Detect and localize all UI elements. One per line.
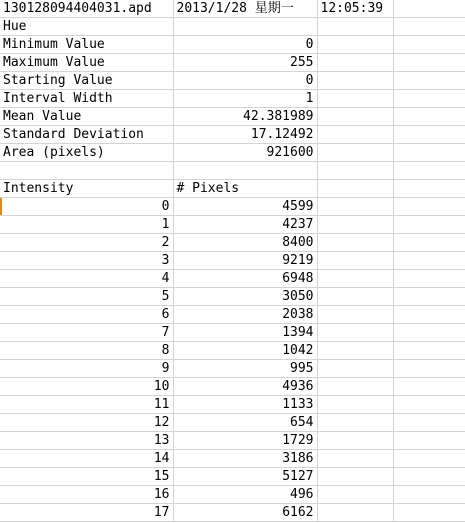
cell-empty[interactable] bbox=[317, 468, 393, 486]
cell-empty[interactable] bbox=[393, 486, 465, 504]
intensity-cell[interactable]: 10 bbox=[0, 378, 173, 396]
sheet-row bbox=[0, 162, 465, 180]
intensity-cell[interactable]: 16 bbox=[0, 486, 173, 504]
cell-empty[interactable] bbox=[317, 198, 393, 216]
pixel-count-cell[interactable]: 4936 bbox=[173, 378, 317, 396]
sheet-row bbox=[0, 90, 465, 108]
cell-empty[interactable] bbox=[393, 396, 465, 414]
cell-empty[interactable] bbox=[393, 234, 465, 252]
cell-empty[interactable] bbox=[317, 126, 393, 144]
cell-empty[interactable] bbox=[393, 432, 465, 450]
stat-value[interactable]: 1 bbox=[173, 90, 317, 108]
cell-channel[interactable]: Hue bbox=[0, 18, 173, 36]
pixel-count-cell[interactable]: 6948 bbox=[173, 270, 317, 288]
intensity-cell[interactable]: 15 bbox=[0, 468, 173, 486]
table-row bbox=[0, 486, 465, 504]
intensity-cell[interactable]: 8 bbox=[0, 342, 173, 360]
intensity-cell[interactable]: 13 bbox=[0, 432, 173, 450]
stat-value[interactable]: 921600 bbox=[173, 144, 317, 162]
cell-empty[interactable] bbox=[317, 396, 393, 414]
cell-empty[interactable] bbox=[393, 288, 465, 306]
cell-empty[interactable] bbox=[393, 342, 465, 360]
table-row bbox=[0, 450, 465, 468]
cell-empty[interactable] bbox=[317, 270, 393, 288]
cell-empty[interactable] bbox=[317, 342, 393, 360]
sheet-row bbox=[0, 108, 465, 126]
cell-empty[interactable] bbox=[317, 324, 393, 342]
stat-value[interactable]: 255 bbox=[173, 54, 317, 72]
intensity-cell[interactable]: 14 bbox=[0, 450, 173, 468]
table-row bbox=[0, 288, 465, 306]
column-header-intensity[interactable]: Intensity bbox=[0, 180, 173, 198]
cell-empty[interactable] bbox=[393, 144, 465, 162]
pixel-count-cell[interactable]: 1133 bbox=[173, 396, 317, 414]
stat-value[interactable]: 42.381989 bbox=[173, 108, 317, 126]
cell-empty[interactable] bbox=[393, 0, 465, 18]
sheet-row bbox=[0, 126, 465, 144]
stat-label[interactable]: Area (pixels) bbox=[0, 144, 173, 162]
cell-empty[interactable] bbox=[0, 162, 173, 180]
pixel-count-cell[interactable]: 8400 bbox=[173, 234, 317, 252]
cell-empty[interactable] bbox=[393, 18, 465, 36]
cell-empty[interactable] bbox=[317, 144, 393, 162]
cell-empty[interactable] bbox=[393, 198, 465, 216]
cell-empty[interactable] bbox=[393, 468, 465, 486]
cell-empty[interactable] bbox=[393, 270, 465, 288]
intensity-cell[interactable]: 5 bbox=[0, 288, 173, 306]
intensity-cell[interactable]: 6 bbox=[0, 306, 173, 324]
cell-empty[interactable] bbox=[317, 306, 393, 324]
cell-empty[interactable] bbox=[317, 486, 393, 504]
cell-empty[interactable] bbox=[317, 54, 393, 72]
pixel-count-cell[interactable]: 6162 bbox=[173, 504, 317, 522]
intensity-cell[interactable]: 3 bbox=[0, 252, 173, 270]
cell-empty[interactable] bbox=[173, 162, 317, 180]
cell-empty[interactable] bbox=[317, 108, 393, 126]
cell-empty[interactable] bbox=[393, 72, 465, 90]
cell-empty[interactable] bbox=[317, 90, 393, 108]
cell-empty[interactable] bbox=[393, 54, 465, 72]
table-row bbox=[0, 324, 465, 342]
table-row bbox=[0, 234, 465, 252]
pixel-count-cell[interactable]: 9219 bbox=[173, 252, 317, 270]
cell-empty[interactable] bbox=[393, 306, 465, 324]
cell-empty[interactable] bbox=[317, 378, 393, 396]
cell-date[interactable]: 2013/1/28 星期一 bbox=[173, 0, 317, 18]
cell-empty[interactable] bbox=[317, 36, 393, 54]
pixel-count-cell[interactable]: 1042 bbox=[173, 342, 317, 360]
table-row bbox=[0, 342, 465, 360]
intensity-cell[interactable]: 7 bbox=[0, 324, 173, 342]
cell-empty[interactable] bbox=[317, 360, 393, 378]
pixel-count-cell[interactable]: 654 bbox=[173, 414, 317, 432]
table-row bbox=[0, 414, 465, 432]
stat-label[interactable]: Maximum Value bbox=[0, 54, 173, 72]
stat-value[interactable]: 0 bbox=[173, 72, 317, 90]
sheet-row bbox=[0, 144, 465, 162]
table-row bbox=[0, 504, 465, 522]
intensity-cell[interactable]: 4 bbox=[0, 270, 173, 288]
cell-empty[interactable] bbox=[393, 162, 465, 180]
table-row bbox=[0, 432, 465, 450]
cell-empty[interactable] bbox=[317, 288, 393, 306]
pixel-count-cell[interactable]: 496 bbox=[173, 486, 317, 504]
stat-label[interactable]: Starting Value bbox=[0, 72, 173, 90]
pixel-count-cell[interactable]: 3050 bbox=[173, 288, 317, 306]
cell-empty[interactable] bbox=[393, 90, 465, 108]
intensity-cell[interactable]: 17 bbox=[0, 504, 173, 522]
cell-empty[interactable] bbox=[317, 18, 393, 36]
table-row bbox=[0, 270, 465, 288]
cell-empty[interactable] bbox=[393, 324, 465, 342]
cell-empty[interactable] bbox=[317, 450, 393, 468]
pixel-count-cell[interactable]: 1729 bbox=[173, 432, 317, 450]
pixel-count-cell[interactable]: 2038 bbox=[173, 306, 317, 324]
cell-empty[interactable] bbox=[393, 360, 465, 378]
cell-empty[interactable] bbox=[317, 504, 393, 522]
cell-empty[interactable] bbox=[317, 234, 393, 252]
cell-empty[interactable] bbox=[393, 414, 465, 432]
table-row bbox=[0, 468, 465, 486]
cell-empty[interactable] bbox=[393, 216, 465, 234]
stat-value[interactable]: 0 bbox=[173, 36, 317, 54]
intensity-cell[interactable]: 0 bbox=[0, 198, 173, 216]
cell-empty[interactable] bbox=[393, 378, 465, 396]
cell-empty[interactable] bbox=[393, 126, 465, 144]
stat-label[interactable]: Interval Width bbox=[0, 90, 173, 108]
stat-label[interactable]: Standard Deviation bbox=[0, 126, 173, 144]
sheet-row bbox=[0, 0, 465, 18]
intensity-cell[interactable]: 12 bbox=[0, 414, 173, 432]
stat-value[interactable]: 17.12492 bbox=[173, 126, 317, 144]
pixel-count-cell[interactable]: 3186 bbox=[173, 450, 317, 468]
cell-empty[interactable] bbox=[317, 216, 393, 234]
intensity-cell[interactable]: 11 bbox=[0, 396, 173, 414]
cell-empty[interactable] bbox=[317, 414, 393, 432]
sheet-row bbox=[0, 180, 465, 198]
table-row bbox=[0, 252, 465, 270]
table-row bbox=[0, 360, 465, 378]
table-row bbox=[0, 378, 465, 396]
table-row bbox=[0, 216, 465, 234]
stat-label[interactable]: Mean Value bbox=[0, 108, 173, 126]
intensity-cell[interactable]: 1 bbox=[0, 216, 173, 234]
pixel-count-cell[interactable]: 4599 bbox=[173, 198, 317, 216]
cell-file-name[interactable]: 130128094404031.apd bbox=[0, 0, 173, 18]
cell-empty[interactable] bbox=[317, 180, 393, 198]
cell-time[interactable]: 12:05:39 bbox=[317, 0, 393, 18]
sheet-row bbox=[0, 72, 465, 90]
intensity-cell[interactable]: 2 bbox=[0, 234, 173, 252]
sheet-row bbox=[0, 18, 465, 36]
cell-empty[interactable] bbox=[393, 36, 465, 54]
table-row bbox=[0, 306, 465, 324]
cell-empty[interactable] bbox=[393, 450, 465, 468]
cell-empty[interactable] bbox=[317, 432, 393, 450]
pixel-count-cell[interactable]: 5127 bbox=[173, 468, 317, 486]
cell-empty[interactable] bbox=[393, 504, 465, 522]
table-row bbox=[0, 396, 465, 414]
sheet-row bbox=[0, 36, 465, 54]
pixel-count-cell[interactable]: 995 bbox=[173, 360, 317, 378]
cell-empty[interactable] bbox=[393, 180, 465, 198]
cell-empty[interactable] bbox=[173, 18, 317, 36]
cell-empty[interactable] bbox=[317, 252, 393, 270]
table-row bbox=[0, 198, 465, 216]
pixel-count-cell[interactable]: 1394 bbox=[173, 324, 317, 342]
cell-empty[interactable] bbox=[393, 108, 465, 126]
stat-label[interactable]: Minimum Value bbox=[0, 36, 173, 54]
cell-empty[interactable] bbox=[393, 252, 465, 270]
column-header-pixels[interactable]: # Pixels bbox=[173, 180, 317, 198]
cell-empty[interactable] bbox=[317, 72, 393, 90]
pixel-count-cell[interactable]: 4237 bbox=[173, 216, 317, 234]
intensity-cell[interactable]: 9 bbox=[0, 360, 173, 378]
cell-empty[interactable] bbox=[317, 162, 393, 180]
sheet-row bbox=[0, 54, 465, 72]
